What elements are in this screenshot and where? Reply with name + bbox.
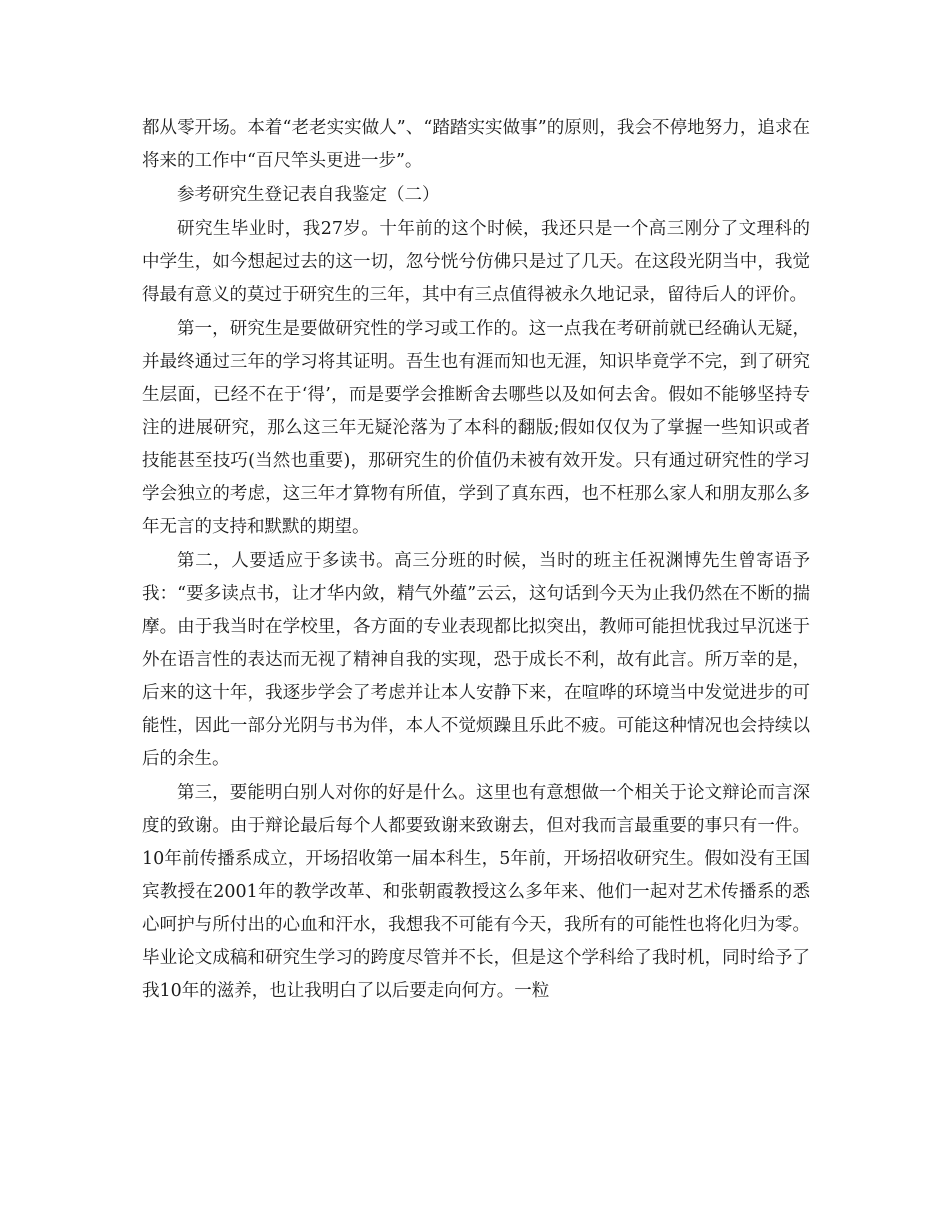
paragraph-first-point: 第一，研究生是要做研究性的学习或工作的。这一点我在考研前就已经确认无疑，并最终通过三年的学习将其证明。吾生也有涯而知也无涯，知识毕竟学不完，到了研究生层面，已经不在于‘得’，而是要学会推断舍去哪些以及如何去舍。假如不能够坚持专注的进展研究，那么这三年无疑沦落为了本科的翻版;假如仅仅为了掌握一些知识或者技能甚至技巧(当然也重要)，那研究生的价值仍未被有效开发。只有通过研究性的学习学会独立的考虑，这三年才算物有所值，学到了真东西，也不枉那么家人和朋友那么多年无言的支持和默默的期望。: [142, 319, 810, 537]
paragraph-third-point: 第三，要能明白别人对你的好是什么。这里也有意想做一个相关于论文辩论而言深度的致谢。由于辩论最后每个人都要致谢来致谢去，但对我而言最重要的事只有一件。10年前传播系成立，开场招收第一届本科生，5年前，开场招收研究生。假如没有王国宾教授在2001年的教学改革、和张朝霞教授这么多年来、他们一起对艺术传播系的悉心呵护与所付出的心血和汗水，我想我不可能有今天，我所有的可能性也将化归为零。毕业论文成稿和研究生学习的跨度尽管并不长，但是这个学科给了我时机，同时给予了我10年的滋养，也让我明白了以后要走向何方。一粒: [142, 783, 810, 1001]
section-heading: 参考研究生登记表自我鉴定（二）: [177, 185, 440, 205]
paragraph-second-point: 第二，人要适应于多读书。高三分班的时候，当时的班主任祝渊博先生曾寄语予我：“要多读点书，让才华内敛，精气外蕴”云云，这句话到今天为止我仍然在不断的揣摩。由于我当时在学校里，各方面的专业表现都比拟突出，教师可能担忧我过早沉迷于外在语言性的表达而无视了精神自我的实现，恐于成长不利，故有此言。所万幸的是，后来的这十年，我逐步学会了考虑并让本人安静下来，在喧哗的环境当中发觉进步的可能性，因此一部分光阴与书为伴，本人不觉烦躁且乐此不疲。可能这种情况也会持续以后的余生。: [142, 551, 810, 769]
document-page: [142, 112, 810, 1009]
paragraph-continuation: 都从零开场。本着“老老实实做人”、“踏踏实实做事”的原则，我会不停地努力，追求在将来的工作中“百尺竿头更进一步”。: [142, 118, 810, 171]
paragraph-intro: 研究生毕业时，我27岁。十年前的这个时候，我还只是一个高三刚分了文理科的中学生，如今想起过去的这一切，忽兮恍兮仿佛只是过了几天。在这段光阴当中，我觉得最有意义的莫过于研究生的三年，其中有三点值得被永久地记录，留待后人的评价。: [142, 219, 810, 305]
